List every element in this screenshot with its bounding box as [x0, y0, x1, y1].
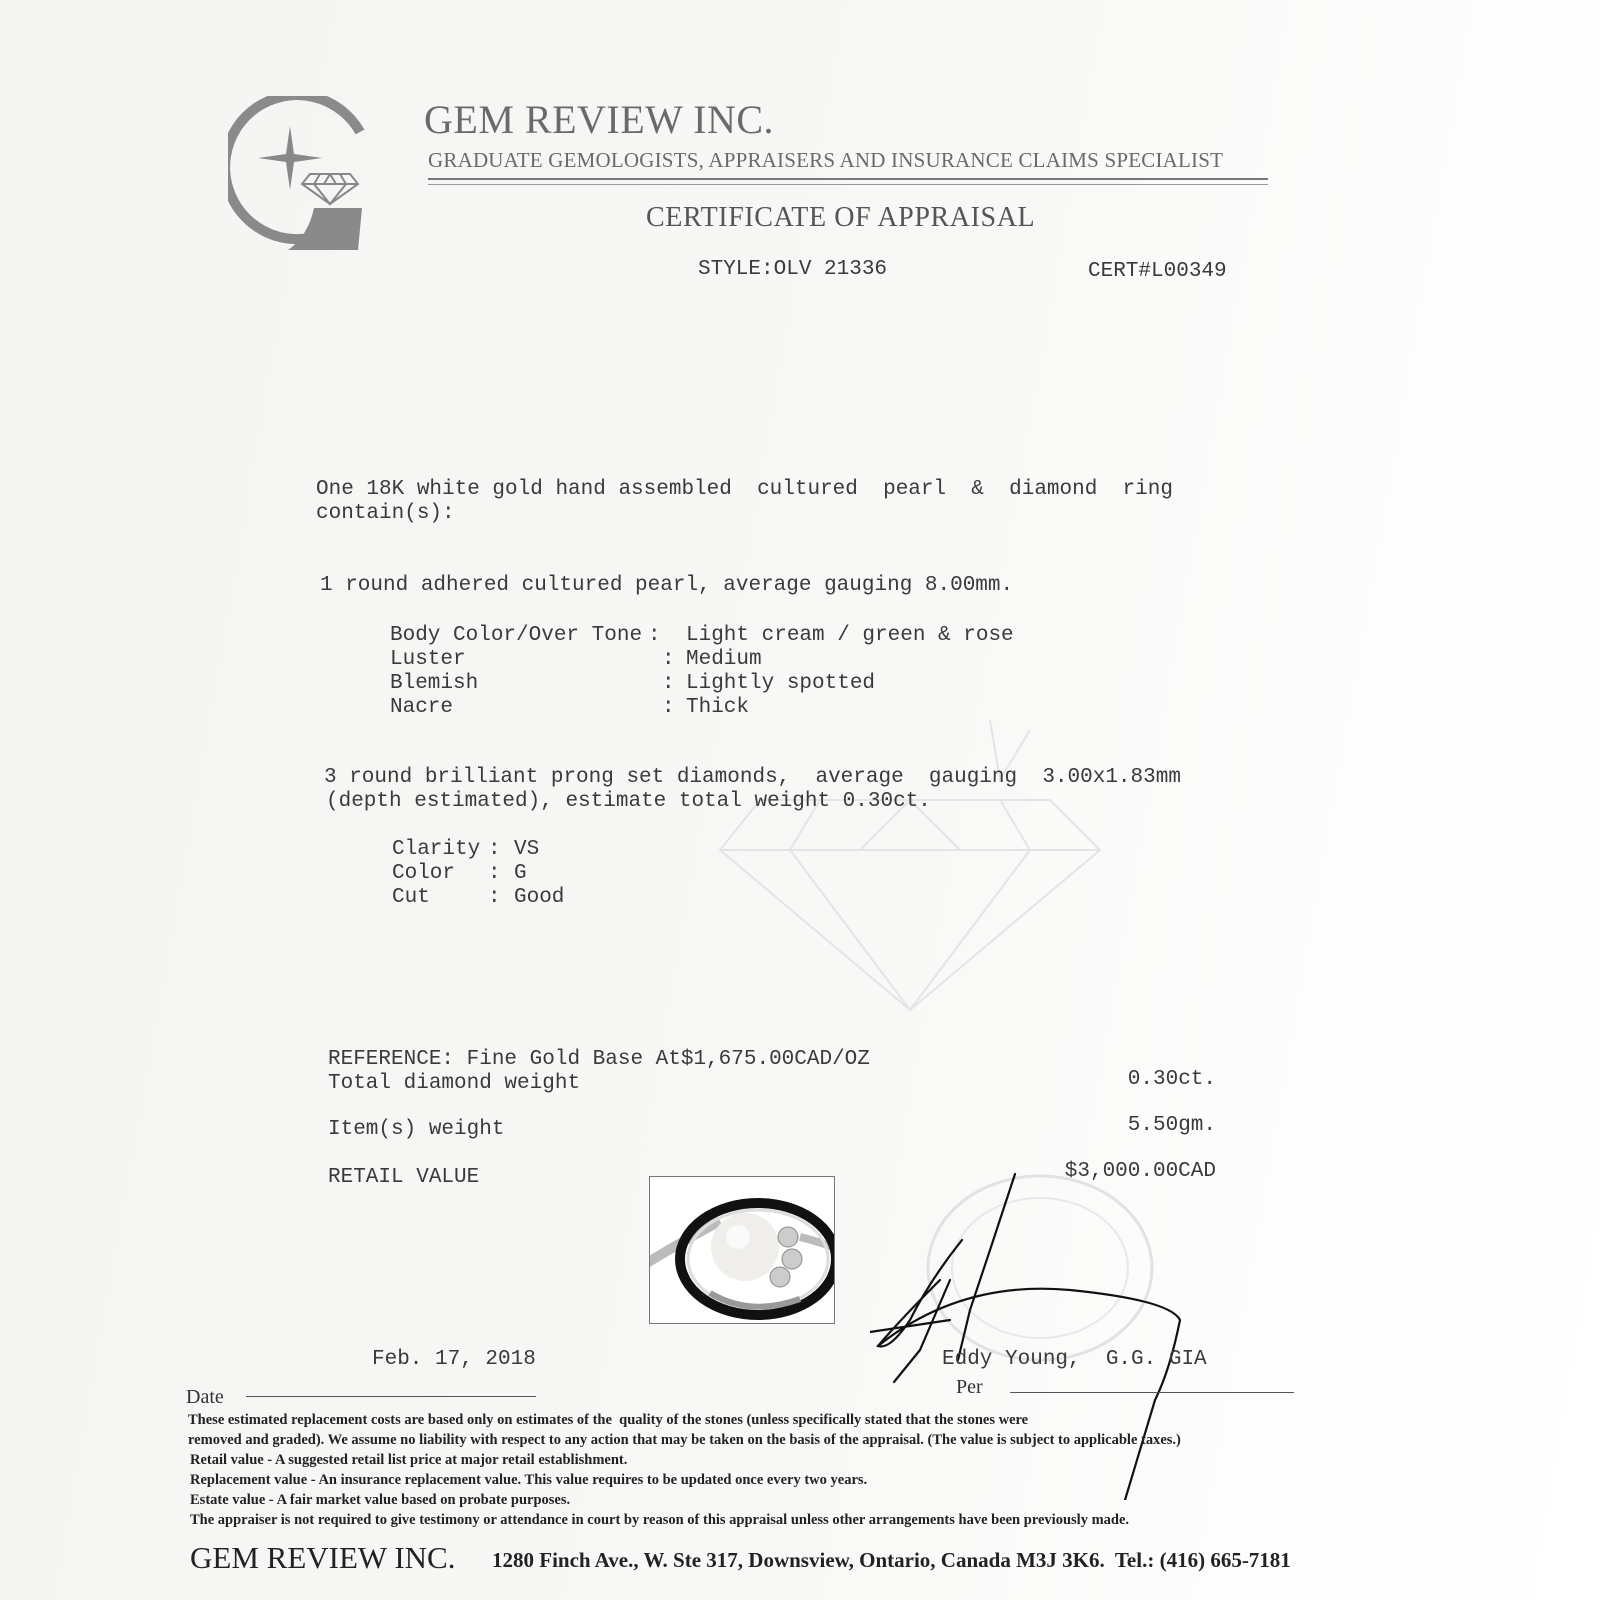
pearl-attr-label: Luster — [390, 648, 466, 671]
appraisal-date: Feb. 17, 2018 — [372, 1348, 536, 1371]
disclaimer-line: The appraiser is not required to give testimony or attendance in court by reason of this appraisal unless other arrangements have been previously made. — [190, 1512, 1130, 1528]
diamond-attr-label: Clarity — [392, 838, 481, 861]
pearl-attr-value: Light cream / green & rose — [686, 624, 1014, 647]
ring-photo — [649, 1176, 835, 1324]
footer-address: 1280 Finch Ave., W. Ste 317, Downsview, Ontario, Canada M3J 3K6. Tel.: (416) 665-7181 — [492, 1548, 1291, 1572]
reference-line: REFERENCE: Fine Gold Base At$1,675.00CAD/OZ — [328, 1048, 870, 1071]
item-description-cont: contain(s): — [316, 502, 455, 525]
diamond-attr-label: Cut — [392, 886, 430, 909]
pearl-attr-label: Nacre — [390, 696, 454, 719]
diamond-attr-sep: : — [488, 838, 501, 861]
appraiser-name: Eddy Young, G.G. GIA — [942, 1348, 1207, 1371]
diamond-attr-value: G — [514, 862, 527, 885]
per-line — [1010, 1392, 1294, 1393]
gem-review-logo-icon — [228, 96, 376, 256]
disclaimer-line: Replacement value - An insurance replacement value. This value requires to be updated once every two years. — [190, 1472, 868, 1488]
disclaimer-line: Retail value - A suggested retail list price at major retail establishment. — [190, 1452, 628, 1468]
pearl-attr-value: Thick — [686, 696, 750, 719]
diamond-weight-label: Total diamond weight — [328, 1072, 581, 1095]
diamond-attr-value: VS — [514, 838, 540, 861]
header-rule — [428, 178, 1268, 180]
disclaimer-line: Estate value - A fair market value based on probate purposes. — [190, 1492, 571, 1508]
diamond-summary-cont: (depth estimated), estimate total weight 0.30ct. — [326, 790, 931, 813]
pearl-attr-sep: : — [662, 672, 675, 695]
company-name: GEM REVIEW INC. — [424, 97, 775, 142]
diamond-attr-sep: : — [488, 886, 501, 909]
pearl-attr-label: Body Color/Over Tone — [390, 624, 643, 647]
pearl-attr-label: Blemish — [390, 672, 479, 695]
item-description: One 18K white gold hand assembled cultured pearl & diamond ring — [316, 478, 1173, 501]
retail-value-label: RETAIL VALUE — [328, 1166, 480, 1189]
diamond-watermark-icon — [700, 720, 1120, 1020]
footer-company: GEM REVIEW INC. — [190, 1540, 456, 1575]
item-weight-label: Item(s) weight — [328, 1118, 505, 1141]
signature-icon — [870, 1170, 1200, 1500]
pearl-attr-sep: : — [662, 648, 675, 671]
pearl-attr-sep: : — [662, 696, 675, 719]
diamond-attr-label: Color — [392, 862, 456, 885]
per-label: Per — [956, 1376, 983, 1398]
diamond-weight-value: 0.30ct. — [1127, 1068, 1216, 1091]
date-label: Date — [186, 1386, 224, 1408]
pearl-attr-sep: : — [648, 624, 661, 647]
company-subtitle: GRADUATE GEMOLOGISTS, APPRAISERS AND INSURANCE CLAIMS SPECIALIST — [428, 148, 1224, 172]
diamond-attr-sep: : — [488, 862, 501, 885]
date-line — [246, 1396, 536, 1397]
header-rule-thin — [428, 184, 1268, 185]
cert-number: CERT#L00349 — [1088, 260, 1227, 283]
diamond-attr-value: Good — [514, 886, 565, 909]
disclaimer-line: These estimated replacement costs are based only on estimates of the quality of the stones (unless specifically stated that the stones were — [188, 1412, 1029, 1428]
diamond-summary: 3 round brilliant prong set diamonds, average gauging 3.00x1.83mm — [324, 766, 1181, 789]
retail-value-amount: $3,000.00CAD — [1064, 1160, 1216, 1183]
pearl-attr-value: Medium — [686, 648, 762, 671]
pearl-attr-value: Lightly spotted — [686, 672, 876, 695]
pearl-summary: 1 round adhered cultured pearl, average gauging 8.00mm. — [320, 574, 1014, 597]
disclaimer-line: removed and graded). We assume no liability with respect to any action that may be taken on the basis of the appraisal. (The value is subject to applicable taxes.) — [188, 1432, 1181, 1448]
certificate-title: CERTIFICATE OF APPRAISAL — [646, 202, 1036, 233]
style-number: STYLE:OLV 21336 — [698, 258, 888, 281]
item-weight-value: 5.50gm. — [1127, 1114, 1216, 1137]
